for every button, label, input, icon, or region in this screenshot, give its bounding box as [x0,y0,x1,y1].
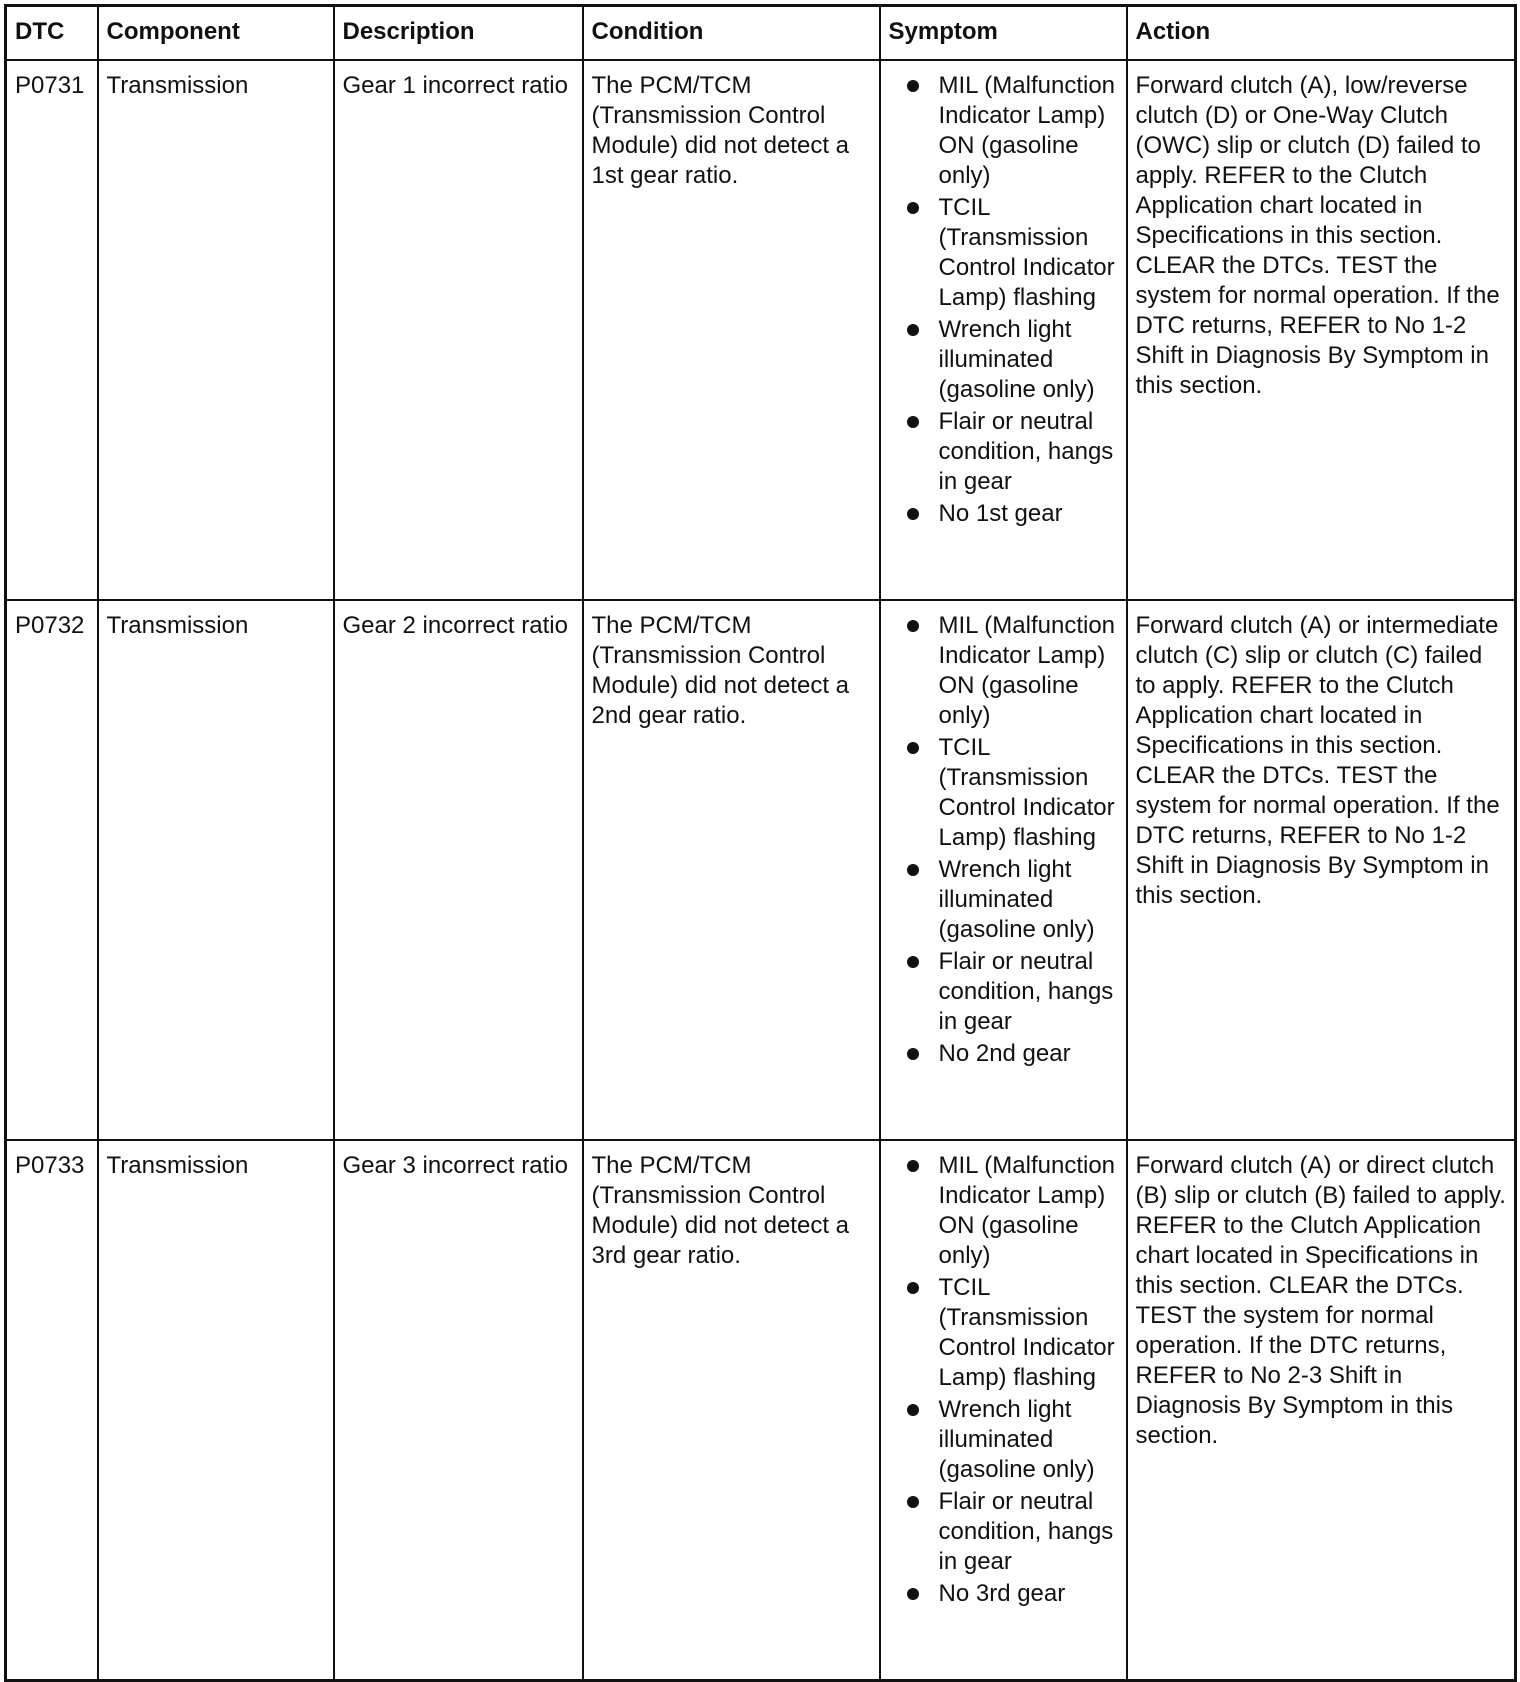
table-row [6,1140,1516,1680]
table-row [6,600,1516,1140]
symptom-text: No 2nd gear [938,1040,1071,1067]
bullet-icon [907,742,919,754]
component-cell: Transmission [98,60,334,600]
bullet-icon [907,1282,919,1294]
symptom-item [889,407,1118,497]
bullet-icon [907,956,919,968]
bullet-icon [907,1496,919,1508]
symptom-item [889,193,1118,313]
condition-cell: The PCM/TCM (Transmission Control Module) did not detect a 1st gear ratio. [583,60,880,600]
component-cell: Transmission [98,600,334,1140]
header-dtc: DTC [6,6,98,61]
action-cell: Forward clutch (A) or direct clutch (B) slip or clutch (B) failed to apply. REFER to the Clutch Application chart located in Specifications in this section. CLEAR the DTCs. TEST the system for normal operation. If the DTC returns, REFER to No 2-3 Shift in Diagnosis By Symptom in this section. [1127,1140,1516,1680]
symptom-item [889,947,1118,1037]
bullet-icon [907,620,919,632]
symptom-list [889,1151,1118,1609]
dtc-code-cell: P0733 [6,1140,98,1680]
symptom-item [889,1151,1118,1271]
symptom-item [889,855,1118,945]
action-cell: Forward clutch (A) or intermediate clutch (C) slip or clutch (C) failed to apply. REFER to the Clutch Application chart located in Specifications in this section. CLEAR the DTCs. TEST the system for normal operation. If the DTC returns, REFER to No 1-2 Shift in Diagnosis By Symptom in this section. [1127,600,1516,1140]
description-cell: Gear 2 incorrect ratio [334,600,583,1140]
symptom-list [889,611,1118,1069]
symptom-list [889,71,1118,529]
dtc-table [4,4,1517,1682]
symptom-cell [880,600,1127,1140]
header-action: Action [1127,6,1516,61]
symptom-item [889,1487,1118,1577]
description-cell: Gear 3 incorrect ratio [334,1140,583,1680]
header-condition: Condition [583,6,880,61]
symptom-item [889,1579,1118,1609]
dtc-code-cell: P0731 [6,60,98,600]
symptom-text: MIL (Malfunction Indicator Lamp) ON (gasoline only) [938,72,1116,189]
bullet-icon [907,1048,919,1060]
action-cell: Forward clutch (A), low/reverse clutch (D) or One-Way Clutch (OWC) slip or clutch (D) failed to apply. REFER to the Clutch Application chart located in Specifications in this section. CLEAR the DTCs. TEST the system for normal operation. If the DTC returns, REFER to No 1-2 Shift in Diagnosis By Symptom in this section. [1127,60,1516,600]
component-cell: Transmission [98,1140,334,1680]
table-row [6,60,1516,600]
bullet-icon [907,80,919,92]
symptom-cell [880,1140,1127,1680]
symptom-item [889,1039,1118,1069]
description-cell: Gear 1 incorrect ratio [334,60,583,600]
symptom-text: Wrench light illuminated (gasoline only) [938,316,1095,403]
symptom-item [889,315,1118,405]
bullet-icon [907,202,919,214]
header-row [6,6,1516,61]
bullet-icon [907,1160,919,1172]
symptom-item [889,1273,1118,1393]
symptom-cell [880,60,1127,600]
symptom-text: MIL (Malfunction Indicator Lamp) ON (gasoline only) [938,612,1116,729]
symptom-text: No 3rd gear [938,1580,1066,1607]
symptom-text: No 1st gear [938,500,1063,527]
bullet-icon [907,1588,919,1600]
bullet-icon [907,508,919,520]
symptom-item [889,733,1118,853]
dtc-code-cell: P0732 [6,600,98,1140]
symptom-text: Flair or neutral condition, hangs in gear [938,1488,1114,1575]
symptom-text: Flair or neutral condition, hangs in gear [938,948,1114,1035]
header-component: Component [98,6,334,61]
symptom-text: Wrench light illuminated (gasoline only) [938,1396,1095,1483]
symptom-text: Flair or neutral condition, hangs in gear [938,408,1114,495]
symptom-text: TCIL (Transmission Control Indicator Lamp) flashing [938,194,1115,311]
bullet-icon [907,1404,919,1416]
symptom-item [889,71,1118,191]
condition-cell: The PCM/TCM (Transmission Control Module) did not detect a 2nd gear ratio. [583,600,880,1140]
bullet-icon [907,324,919,336]
symptom-item [889,499,1118,529]
condition-cell: The PCM/TCM (Transmission Control Module) did not detect a 3rd gear ratio. [583,1140,880,1680]
header-symptom: Symptom [880,6,1127,61]
bullet-icon [907,416,919,428]
symptom-text: TCIL (Transmission Control Indicator Lamp) flashing [938,734,1115,851]
symptom-text: MIL (Malfunction Indicator Lamp) ON (gasoline only) [938,1152,1116,1269]
symptom-text: Wrench light illuminated (gasoline only) [938,856,1095,943]
header-description: Description [334,6,583,61]
bullet-icon [907,864,919,876]
symptom-text: TCIL (Transmission Control Indicator Lamp) flashing [938,1274,1115,1391]
symptom-item [889,611,1118,731]
symptom-item [889,1395,1118,1485]
